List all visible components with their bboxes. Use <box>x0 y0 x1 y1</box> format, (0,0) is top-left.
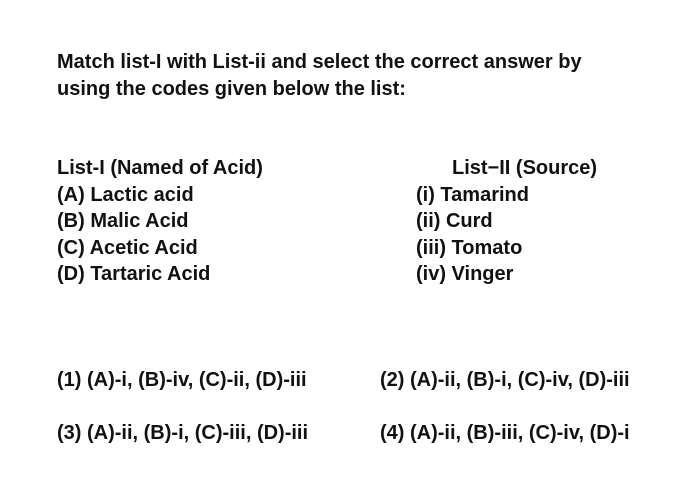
question-line-1: Match list-I with List-ii and select the correct answer by <box>57 51 582 73</box>
list-2-item-iv: (iv) Vinger <box>416 263 514 285</box>
list-1 <box>57 155 263 288</box>
list-2-item-iii: (iii) Tomato <box>416 236 523 259</box>
answer-option-1: (1) (A)-i, (B)-iv, (C)-ii, (D)-iii <box>57 369 307 391</box>
answer-option-4: (4) (A)-ii, (B)-iii, (C)-iv, (D)-i <box>380 422 630 444</box>
list-1-item-a: (A) Lactic acid <box>57 183 194 206</box>
list-1-item-c: (C) Acetic Acid <box>57 236 198 259</box>
list-1-item-b: (B) Malic Acid <box>57 210 189 232</box>
list-1-heading: List-I (Named of Acid) <box>57 157 263 179</box>
list-1-item-d: (D) Tartaric Acid <box>57 263 211 285</box>
list-2-item-i: (i) Tamarind <box>416 183 529 206</box>
list-2-item-ii: (ii) Curd <box>416 210 493 232</box>
list-2 <box>416 155 597 288</box>
list-2-heading: List−II (Source) <box>452 157 598 179</box>
answer-option-3: (3) (A)-ii, (B)-i, (C)-iii, (D)-iii <box>57 422 309 444</box>
answer-option-2: (2) (A)-ii, (B)-i, (C)-iv, (D)-iii <box>380 369 630 391</box>
question-line-2: using the codes given below the list: <box>57 78 406 100</box>
question-text <box>57 49 677 103</box>
